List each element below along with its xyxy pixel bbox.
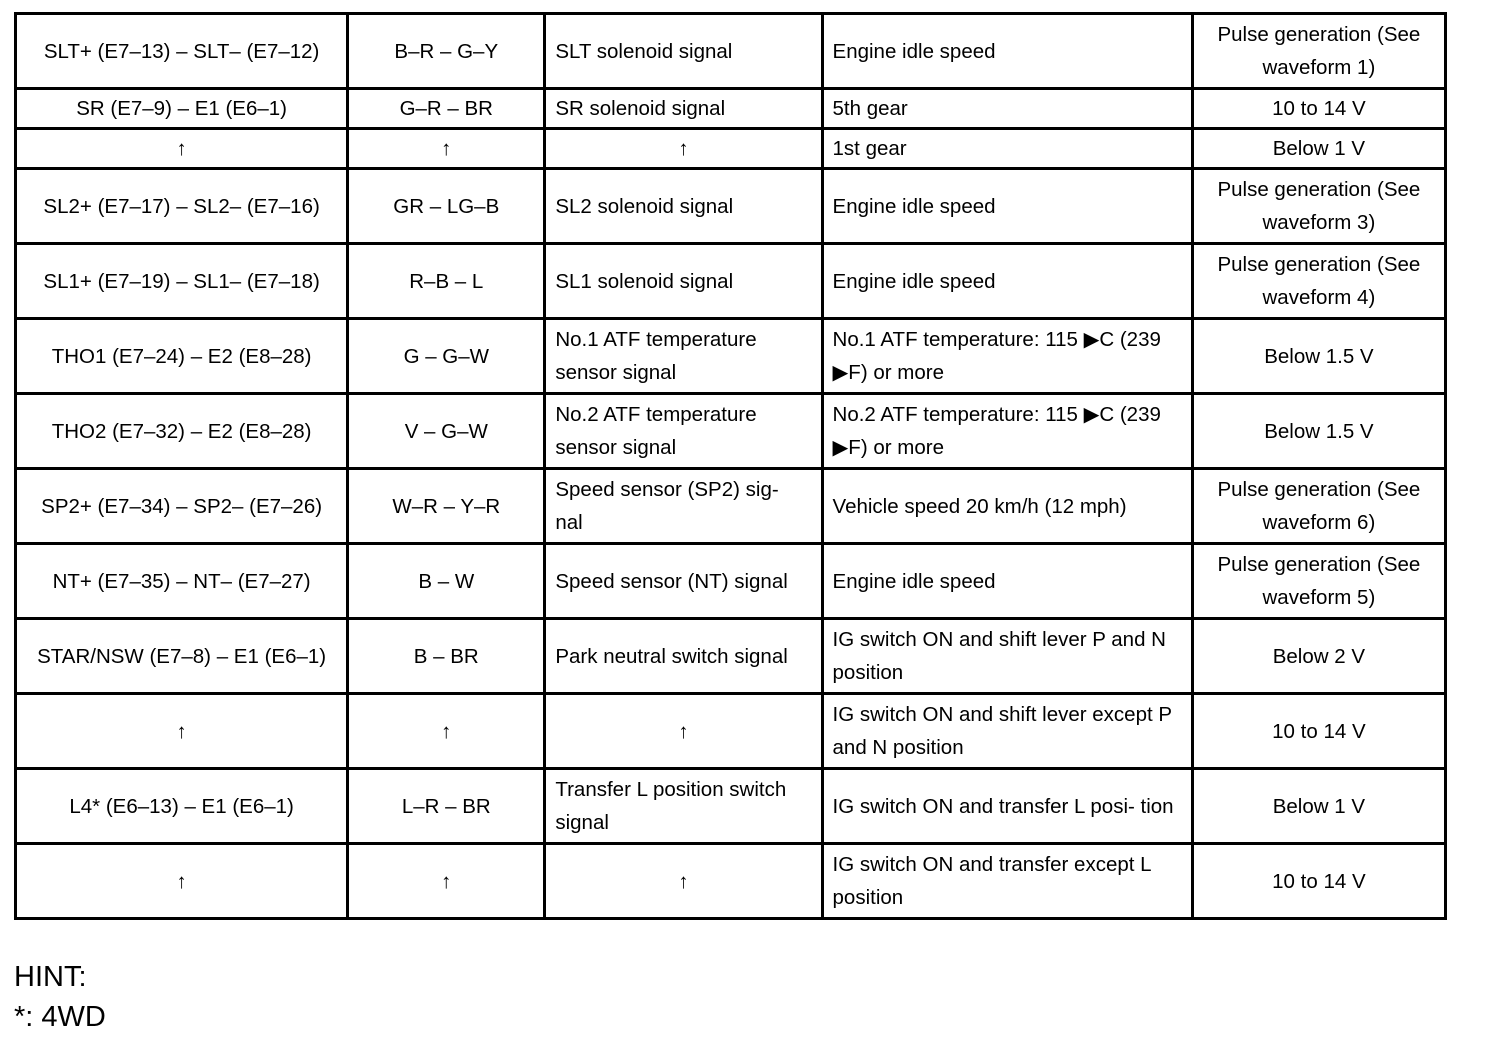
table-row <box>16 844 1446 919</box>
spec-cell: Below 1.5 V <box>1192 319 1445 394</box>
ditto-arrow: ↑ <box>16 844 348 919</box>
condition-cell: 1st gear <box>822 129 1192 169</box>
table-row <box>16 129 1446 169</box>
wiring-color-cell: B–R – G–Y <box>348 14 545 89</box>
spec-cell: 10 to 14 V <box>1192 694 1445 769</box>
ditto-arrow: ↑ <box>545 694 822 769</box>
condition-cell: Engine idle speed <box>822 14 1192 89</box>
wiring-color-cell: V – G–W <box>348 394 545 469</box>
terminal-cell: THO2 (E7–32) – E2 (E8–28) <box>16 394 348 469</box>
ditto-arrow: ↑ <box>348 129 545 169</box>
wiring-color-cell: R–B – L <box>348 244 545 319</box>
ditto-arrow: ↑ <box>348 694 545 769</box>
table-row <box>16 544 1446 619</box>
table-row <box>16 169 1446 244</box>
spec-cell: Below 1 V <box>1192 769 1445 844</box>
table-row <box>16 244 1446 319</box>
terminal-cell: NT+ (E7–35) – NT– (E7–27) <box>16 544 348 619</box>
spec-cell: Below 1.5 V <box>1192 394 1445 469</box>
description-cell: No.2 ATF temperature sensor signal <box>545 394 822 469</box>
condition-cell: IG switch ON and transfer L posi- tion <box>822 769 1192 844</box>
spec-cell: Pulse generation (See waveform 1) <box>1192 14 1445 89</box>
description-cell: No.1 ATF temperature sensor signal <box>545 319 822 394</box>
ditto-arrow: ↑ <box>348 844 545 919</box>
spec-cell: Below 2 V <box>1192 619 1445 694</box>
ditto-arrow: ↑ <box>16 129 348 169</box>
description-cell: SR solenoid signal <box>545 89 822 129</box>
condition-cell: Vehicle speed 20 km/h (12 mph) <box>822 469 1192 544</box>
ditto-arrow: ↑ <box>16 694 348 769</box>
table-row <box>16 89 1446 129</box>
terminal-spec-table <box>14 12 1447 920</box>
wiring-color-cell: W–R – Y–R <box>348 469 545 544</box>
table-row <box>16 694 1446 769</box>
wiring-color-cell: G–R – BR <box>348 89 545 129</box>
table-row <box>16 319 1446 394</box>
table-row <box>16 769 1446 844</box>
ditto-arrow: ↑ <box>545 844 822 919</box>
description-cell: SL2 solenoid signal <box>545 169 822 244</box>
spec-cell: Pulse generation (See waveform 4) <box>1192 244 1445 319</box>
condition-cell: 5th gear <box>822 89 1192 129</box>
spec-cell: Pulse generation (See waveform 3) <box>1192 169 1445 244</box>
condition-cell: No.2 ATF temperature: 115 ▶C (239 ▶F) or more <box>822 394 1192 469</box>
spec-cell: 10 to 14 V <box>1192 844 1445 919</box>
hint-note: *: 4WD <box>14 1001 106 1033</box>
wiring-color-cell: B – BR <box>348 619 545 694</box>
terminal-cell: SP2+ (E7–34) – SP2– (E7–26) <box>16 469 348 544</box>
wiring-color-cell: GR – LG–B <box>348 169 545 244</box>
description-cell: Transfer L position switch signal <box>545 769 822 844</box>
terminal-cell: SL2+ (E7–17) – SL2– (E7–16) <box>16 169 348 244</box>
table-row <box>16 619 1446 694</box>
condition-cell: No.1 ATF temperature: 115 ▶C (239 ▶F) or more <box>822 319 1192 394</box>
condition-cell: Engine idle speed <box>822 169 1192 244</box>
condition-cell: IG switch ON and shift lever P and N position <box>822 619 1192 694</box>
condition-cell: IG switch ON and transfer except L position <box>822 844 1192 919</box>
condition-cell: Engine idle speed <box>822 544 1192 619</box>
spec-cell: Pulse generation (See waveform 5) <box>1192 544 1445 619</box>
terminal-cell: L4* (E6–13) – E1 (E6–1) <box>16 769 348 844</box>
table-row <box>16 469 1446 544</box>
ditto-arrow: ↑ <box>545 129 822 169</box>
description-cell: Speed sensor (SP2) sig- nal <box>545 469 822 544</box>
description-cell: Speed sensor (NT) signal <box>545 544 822 619</box>
condition-cell: IG switch ON and shift lever except P and N position <box>822 694 1192 769</box>
spec-cell: 10 to 14 V <box>1192 89 1445 129</box>
terminal-cell: SLT+ (E7–13) – SLT– (E7–12) <box>16 14 348 89</box>
spec-cell: Pulse generation (See waveform 6) <box>1192 469 1445 544</box>
terminal-cell: SL1+ (E7–19) – SL1– (E7–18) <box>16 244 348 319</box>
wiring-color-cell: B – W <box>348 544 545 619</box>
description-cell: Park neutral switch signal <box>545 619 822 694</box>
terminal-cell: SR (E7–9) – E1 (E6–1) <box>16 89 348 129</box>
spec-cell: Below 1 V <box>1192 129 1445 169</box>
table-row <box>16 394 1446 469</box>
wiring-color-cell: G – G–W <box>348 319 545 394</box>
description-cell: SL1 solenoid signal <box>545 244 822 319</box>
terminal-cell: THO1 (E7–24) – E2 (E8–28) <box>16 319 348 394</box>
description-cell: SLT solenoid signal <box>545 14 822 89</box>
terminal-cell: STAR/NSW (E7–8) – E1 (E6–1) <box>16 619 348 694</box>
hint-title: HINT: <box>14 961 87 993</box>
wiring-color-cell: L–R – BR <box>348 769 545 844</box>
table-row <box>16 14 1446 89</box>
condition-cell: Engine idle speed <box>822 244 1192 319</box>
